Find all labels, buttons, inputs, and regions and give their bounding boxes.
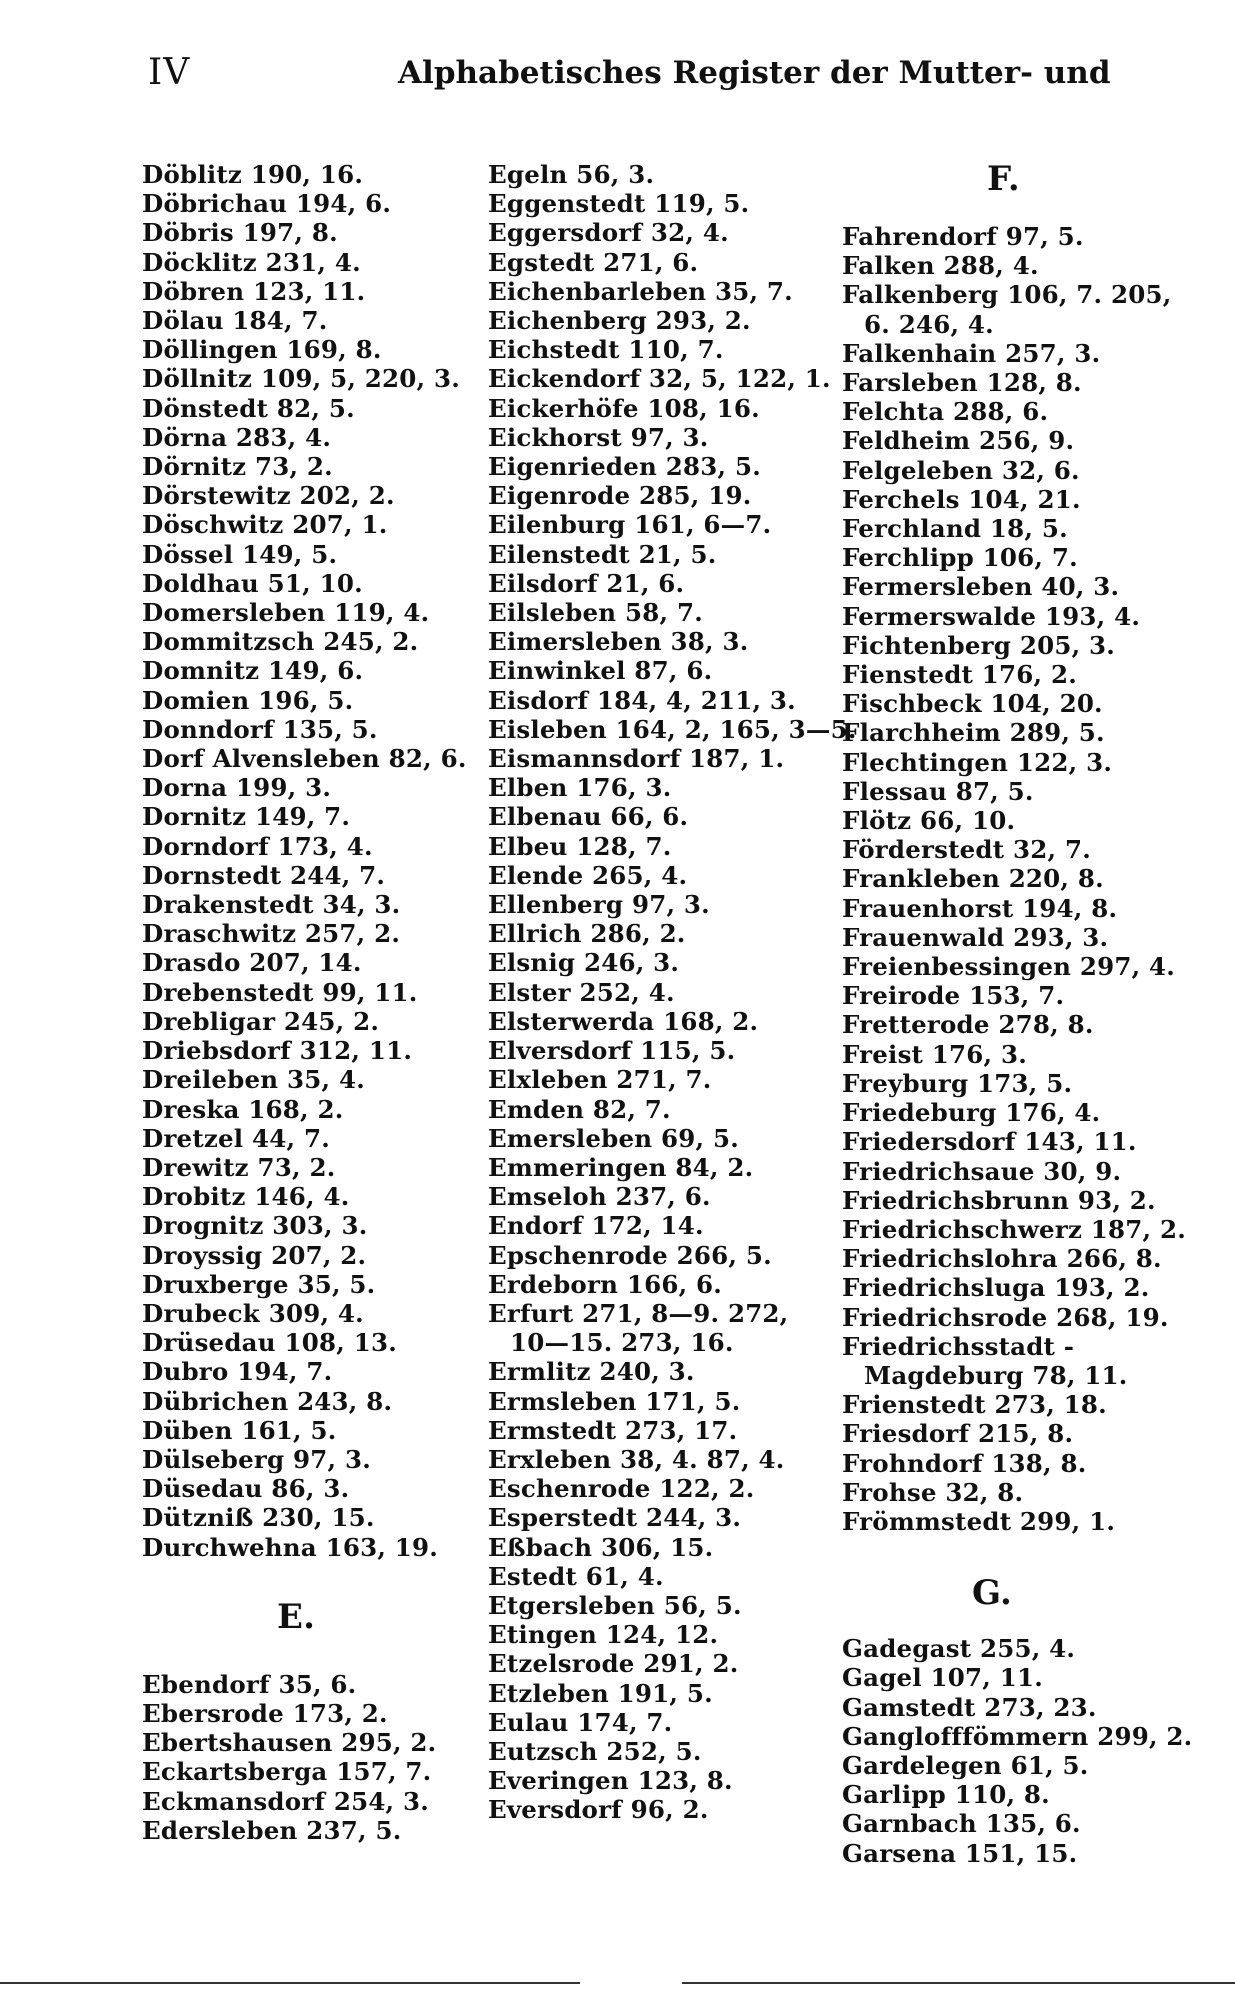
register-entry: Felgeleben 32, 6. — [842, 455, 1080, 485]
register-column-2 — [488, 160, 857, 1825]
register-entry: Ermsleben 171, 5. — [488, 1386, 741, 1416]
register-entry: Fermersleben 40, 3. — [842, 572, 1120, 602]
register-entry: Gadegast 255, 4. — [842, 1634, 1076, 1664]
register-entry: Elbenau 66, 6. — [488, 802, 689, 832]
page-number: IV — [148, 52, 191, 93]
register-entry: Epschenrode 266, 5. — [488, 1240, 772, 1270]
register-entry: Friedrichsbrunn 93, 2. — [842, 1185, 1156, 1215]
register-entry: Freirode 153, 7. — [842, 981, 1065, 1011]
register-entry: Elende 265, 4. — [488, 860, 688, 890]
register-entry: Dorna 199, 3. — [142, 773, 332, 803]
register-entry: Drakenstedt 34, 3. — [142, 890, 401, 920]
bottom-rule-right — [682, 1982, 1235, 1984]
register-entry: Eilenstedt 21, 5. — [488, 539, 717, 569]
register-entry: Etzleben 191, 5. — [488, 1678, 713, 1708]
register-entry: Eisdorf 184, 4, 211, 3. — [488, 685, 796, 715]
register-entry: Dörna 283, 4. — [142, 422, 332, 452]
register-entry: Friedrichschwerz 187, 2. — [842, 1214, 1186, 1244]
register-entry: Flarchheim 289, 5. — [842, 718, 1105, 748]
register-entry: Falkenhain 257, 3. — [842, 338, 1101, 368]
register-entry: Eckmansdorf 254, 3. — [142, 1786, 429, 1816]
register-entry: Druxberge 35, 5. — [142, 1269, 376, 1299]
register-entry: Ferchland 18, 5. — [842, 514, 1068, 544]
register-entry: Ebendorf 35, 6. — [142, 1669, 357, 1699]
register-entry: Düsedau 86, 3. — [142, 1474, 350, 1504]
register-entry: Dülseberg 97, 3. — [142, 1444, 371, 1474]
register-entry: Fichtenberg 205, 3. — [842, 630, 1116, 660]
register-entry: Dübrichen 243, 8. — [142, 1386, 393, 1416]
register-entry: Flechtingen 122, 3. — [842, 747, 1113, 777]
register-entry: Frauenhorst 194, 8. — [842, 893, 1118, 923]
register-entry: Friedeburg 176, 4. — [842, 1098, 1101, 1128]
register-entry: Döcklitz 231, 4. — [142, 247, 361, 277]
register-entry: Elbeu 128, 7. — [488, 831, 672, 861]
register-entry: Ganglofffömmern 299, 2. — [842, 1721, 1193, 1751]
register-entry: Drewitz 73, 2. — [142, 1152, 336, 1182]
register-entry: Erxleben 38, 4. 87, 4. — [488, 1444, 785, 1474]
register-entry: Eckartsberga 157, 7. — [142, 1757, 432, 1787]
register-entry: Fretterode 278, 8. — [842, 1010, 1094, 1040]
register-column-3 — [842, 160, 1197, 1868]
register-entry: Domien 196, 5. — [142, 685, 354, 715]
register-entry: Friedrichsaue 30, 9. — [842, 1156, 1122, 1186]
register-entry: Drebligar 245, 2. — [142, 1006, 380, 1036]
register-entry: Friedrichslohra 266, 8. — [842, 1244, 1162, 1274]
register-entry: Elxleben 271, 7. — [488, 1065, 712, 1095]
register-entry: Erfurt 271, 8—9. 272, 10—15. 273, 16. — [488, 1298, 789, 1358]
register-entry: Dössel 149, 5. — [142, 539, 338, 569]
register-entry: Elversdorf 115, 5. — [488, 1036, 736, 1066]
register-entry: Durchwehna 163, 19. — [142, 1532, 439, 1562]
register-entry: Eschenrode 122, 2. — [488, 1474, 755, 1504]
register-entry: Eilsleben 58, 7. — [488, 598, 703, 628]
register-entry: Gardelegen 61, 5. — [842, 1750, 1089, 1780]
register-entry: Domnitz 149, 6. — [142, 656, 364, 686]
register-entry: Friedrichsluga 193, 2. — [842, 1273, 1150, 1303]
register-entry: Friedrichsstadt - Magdeburg 78, 11. — [842, 1331, 1128, 1390]
register-entry: Eßbach 306, 15. — [488, 1532, 714, 1562]
register-entry: Dörnitz 73, 2. — [142, 452, 333, 482]
register-entry: Etzelsrode 291, 2. — [488, 1649, 739, 1679]
entries-e — [142, 1670, 472, 1845]
register-entry: Eickerhöfe 108, 16. — [488, 393, 760, 423]
register-entry: Ebertshausen 295, 2. — [142, 1728, 437, 1758]
register-entry: Eichenbarleben 35, 7. — [488, 276, 793, 306]
register-entry: Ermstedt 273, 17. — [488, 1415, 738, 1445]
register-entry: Eilsdorf 21, 6. — [488, 568, 685, 598]
register-entry: Friedersdorf 143, 11. — [842, 1127, 1137, 1157]
register-entry: Flötz 66, 10. — [842, 806, 1016, 836]
register-entry: Eversdorf 96, 2. — [488, 1795, 709, 1825]
register-entry: Dorf Alvensleben 82, 6. — [142, 744, 467, 774]
section-letter-f: F. — [987, 159, 1020, 199]
register-entry: Fermerswalde 193, 4. — [842, 601, 1141, 631]
register-entry: Falkenberg 106, 7. 205, 6. 246, 4. — [842, 280, 1172, 339]
register-entry: Freist 176, 3. — [842, 1039, 1027, 1069]
register-entry: Dützniß 230, 15. — [142, 1503, 375, 1533]
register-entry: Drasdo 207, 14. — [142, 948, 362, 978]
register-entry: Dönstedt 82, 5. — [142, 393, 355, 423]
register-entry: Droyssig 207, 2. — [142, 1240, 367, 1270]
bottom-rule — [0, 1982, 580, 1984]
register-entry: Fahrendorf 97, 5. — [842, 222, 1084, 251]
register-entry: Dreileben 35, 4. — [142, 1065, 365, 1095]
section-letter-e: E. — [277, 1596, 316, 1637]
register-entry: Endorf 172, 14. — [488, 1211, 704, 1241]
register-entry: Etingen 124, 12. — [488, 1620, 719, 1650]
register-entry: Edersleben 237, 5. — [142, 1815, 402, 1845]
register-entry: Eulau 174, 7. — [488, 1707, 673, 1737]
register-entry: Döbrichau 194, 6. — [142, 189, 392, 219]
register-entry: Erdeborn 166, 6. — [488, 1269, 722, 1299]
register-entry: Everingen 123, 8. — [488, 1766, 733, 1796]
register-entry: Emden 82, 7. — [488, 1094, 671, 1124]
register-entry: Garsena 151, 15. — [842, 1838, 1078, 1868]
register-entry: Döllnitz 109, 5, 220, 3. — [142, 364, 460, 394]
page-header — [0, 48, 1235, 98]
register-entry: Frohse 32, 8. — [842, 1477, 1024, 1507]
register-entry: Gamstedt 273, 23. — [842, 1692, 1097, 1722]
register-entry: Egstedt 271, 6. — [488, 247, 699, 277]
register-entry: Garlipp 110, 8. — [842, 1780, 1050, 1810]
register-entry: Dornitz 149, 7. — [142, 802, 351, 832]
register-entry: Draschwitz 257, 2. — [142, 919, 401, 949]
register-entry: Ellenberg 97, 3. — [488, 890, 710, 920]
register-entry: Fischbeck 104, 20. — [842, 689, 1103, 719]
register-entry: Eisleben 164, 2, 165, 3—5. — [488, 714, 857, 744]
register-entry: Ferchels 104, 21. — [842, 484, 1081, 514]
entries-e-continued — [488, 160, 857, 1825]
register-entry: Frömmstedt 299, 1. — [842, 1506, 1116, 1536]
register-entry: Egeln 56, 3. — [488, 160, 655, 189]
register-entry: Drobitz 146, 4. — [142, 1182, 350, 1212]
register-entry: Eismannsdorf 187, 1. — [488, 744, 785, 774]
register-entry: Förderstedt 32, 7. — [842, 835, 1091, 865]
register-entry: Drubeck 309, 4. — [142, 1298, 364, 1328]
register-entry: Drüsedau 108, 13. — [142, 1328, 397, 1358]
register-entry: Emersleben 69, 5. — [488, 1123, 739, 1153]
register-entry: Elsterwerda 168, 2. — [488, 1006, 759, 1036]
register-entry: Döllingen 169, 8. — [142, 335, 382, 365]
register-entry: Doldhau 51, 10. — [142, 568, 363, 598]
entries-f — [842, 222, 1197, 1536]
register-column-1 — [142, 160, 472, 1845]
register-entry: Friedrichsrode 268, 19. — [842, 1302, 1169, 1332]
register-entry: Frauenwald 293, 3. — [842, 922, 1109, 952]
register-entry: Döschwitz 207, 1. — [142, 510, 388, 540]
register-entry: Ebersrode 173, 2. — [142, 1698, 388, 1728]
register-entry: Frienstedt 273, 18. — [842, 1390, 1107, 1420]
register-entry: Dölau 184, 7. — [142, 306, 328, 336]
register-entry: Freienbessingen 297, 4. — [842, 952, 1176, 982]
register-entry: Farsleben 128, 8. — [842, 368, 1082, 398]
register-entry: Eilenburg 161, 6—7. — [488, 510, 772, 540]
register-entry: Freyburg 173, 5. — [842, 1068, 1073, 1098]
register-entry: Gagel 107, 11. — [842, 1663, 1043, 1693]
section-letter-g: G. — [972, 1573, 1013, 1614]
register-entry: Dreska 168, 2. — [142, 1094, 344, 1124]
register-entry: Elsnig 246, 3. — [488, 948, 680, 978]
register-entry: Dörstewitz 202, 2. — [142, 481, 395, 511]
entries-d-continued — [142, 160, 472, 1562]
register-entry: Dornstedt 244, 7. — [142, 860, 386, 890]
register-entry: Domersleben 119, 4. — [142, 598, 430, 628]
register-entry: Flessau 87, 5. — [842, 776, 1034, 806]
register-entry: Fienstedt 176, 2. — [842, 660, 1077, 690]
register-entry: Eichstedt 110, 7. — [488, 335, 724, 365]
running-head: Alphabetisches Register der Mutter- und — [398, 55, 1111, 91]
register-entry: Eggersdorf 32, 4. — [488, 218, 729, 248]
register-entry: Düben 161, 5. — [142, 1415, 337, 1445]
register-entry: Estedt 61, 4. — [488, 1561, 664, 1591]
register-entry: Eichenberg 293, 2. — [488, 306, 751, 336]
register-entry: Frankleben 220, 8. — [842, 864, 1104, 894]
register-entry: Felchta 288, 6. — [842, 397, 1049, 427]
register-entry: Falken 288, 4. — [842, 251, 1039, 281]
register-entry: Eimersleben 38, 3. — [488, 627, 749, 657]
register-entry: Döbren 123, 11. — [142, 276, 366, 306]
register-entry: Elster 252, 4. — [488, 977, 675, 1007]
register-entry: Frohndorf 138, 8. — [842, 1448, 1087, 1478]
register-entry: Etgersleben 56, 5. — [488, 1590, 742, 1620]
register-entry: Einwinkel 87, 6. — [488, 656, 713, 686]
register-entry: Dommitzsch 245, 2. — [142, 627, 419, 657]
register-entry: Ellrich 286, 2. — [488, 919, 686, 949]
register-entry: Eigenrode 285, 19. — [488, 481, 752, 511]
register-entry: Eigenrieden 283, 5. — [488, 452, 761, 482]
register-entry: Döbris 197, 8. — [142, 218, 338, 248]
register-entry: Dubro 194, 7. — [142, 1357, 333, 1387]
register-entry: Emmeringen 84, 2. — [488, 1152, 754, 1182]
register-entry: Garnbach 135, 6. — [842, 1809, 1081, 1839]
register-entry: Drebenstedt 99, 11. — [142, 977, 418, 1007]
register-entry: Eutzsch 252, 5. — [488, 1736, 702, 1766]
register-entry: Elben 176, 3. — [488, 773, 672, 803]
register-entry: Drognitz 303, 3. — [142, 1211, 368, 1241]
register-entry: Emseloh 237, 6. — [488, 1182, 711, 1212]
register-entry: Dorndorf 173, 4. — [142, 831, 373, 861]
register-entry: Donndorf 135, 5. — [142, 714, 378, 744]
register-entry: Döblitz 190, 16. — [142, 160, 364, 189]
register-entry: Dretzel 44, 7. — [142, 1123, 330, 1153]
register-entry: Eickendorf 32, 5, 122, 1. — [488, 364, 831, 394]
register-entry: Ferchlipp 106, 7. — [842, 543, 1078, 573]
register-entry: Ermlitz 240, 3. — [488, 1357, 695, 1387]
register-entry: Driebsdorf 312, 11. — [142, 1036, 413, 1066]
register-entry: Esperstedt 244, 3. — [488, 1503, 742, 1533]
register-entry: Eggenstedt 119, 5. — [488, 189, 750, 219]
register-entry: Friesdorf 215, 8. — [842, 1419, 1074, 1449]
register-entry: Feldheim 256, 9. — [842, 426, 1075, 456]
entries-g — [842, 1634, 1197, 1868]
register-entry: Eickhorst 97, 3. — [488, 422, 709, 452]
